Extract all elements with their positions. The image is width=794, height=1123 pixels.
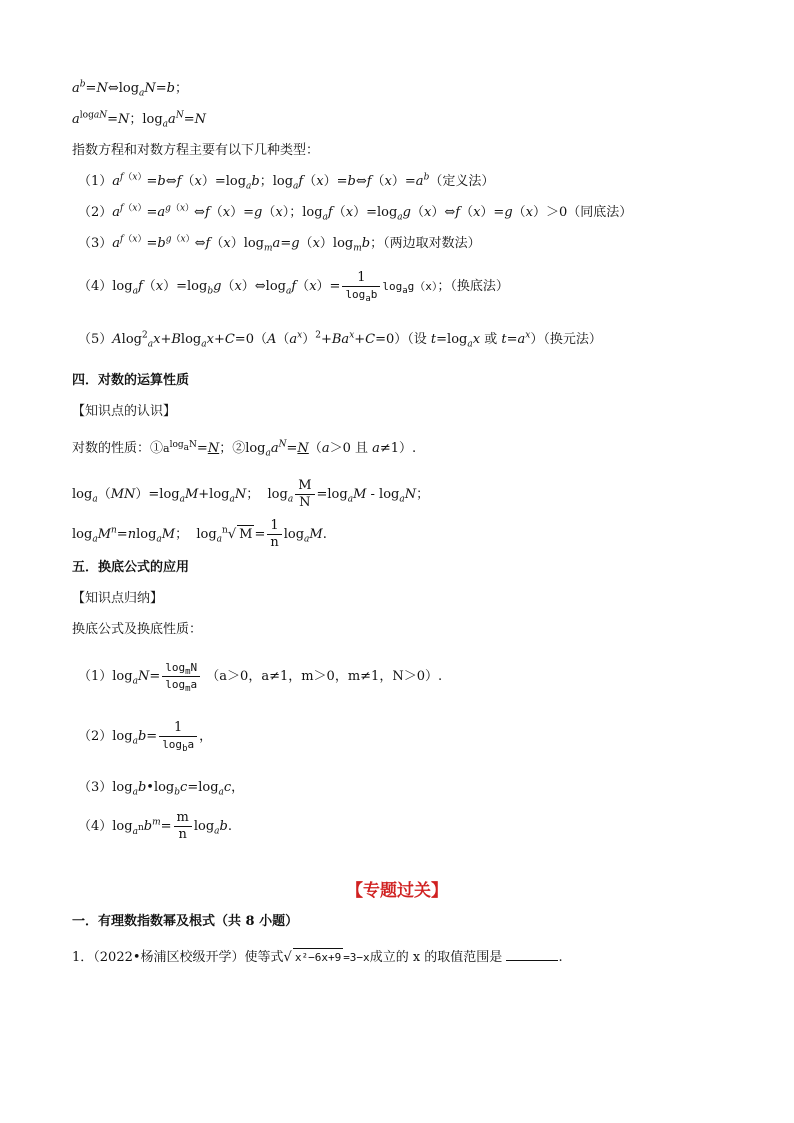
change-of-base-formula-2: $(2)\log_ab=$ $\frac{1}{\log_ba}$ ， [78,720,213,755]
change-of-base-formula-1: $(1)\log_aN=$ $\frac{\log_mN}{\log_ma}$ （a＞0，a≠1，m＞0，m≠1，N＞0）. [78,661,443,695]
fraction: $\frac{1}{\log_ab}$ [342,270,380,303]
equation-type-1: $(1)a^{f(x)}=b\Leftrightarrow f(x)=\log_ab$；$\log_af(x)=b\Leftrightarrow f(x)=a^b$（定义法） [78,172,495,192]
change-of-base-formula-4: $(4)\log_{a^n}b^m=$ $\frac{m}{n}$ $\log_ab$. [78,810,233,842]
log-rules-line-1: $\log_a(MN)=\log_aM+\log_aN$； $\log_a$ $\frac{M}{N}$ $=\log_aM - \log_aN$； [72,478,430,510]
answer-blank[interactable] [506,960,558,961]
log-properties-line: 对数的性质：$①a^{log_aN}=N$；$②\log_aa^N=N(a>0$ 且 a≠1）. [72,439,417,459]
fraction: $\frac{M}{N}$ [295,478,314,511]
log-rules-line-2: $\log_aM^n=nlog_aM$； $\log_a^n√$ M = $\frac{1}{n}$ $\log_aM$. [72,518,327,550]
change-of-base-formula-3: $(3)\log_ab•\log_bc=\log_ac$， [78,780,245,798]
equation-type-4: $(4)\log_af(x)=\log_bg(x)\Leftrightarrow\log_af(x)=$ $\frac{1}{\log_ab}$ $\log_ag(x)$；（换底法） [78,270,509,305]
equation-type-3: $(3)a^{f(x)}=b^{g(x)}\Leftrightarrow f(x)\log_ma=g(x)\log_mb$；（两边取对数法） [78,234,481,254]
equation-type-5: $(5)Alog^2_ax+Blog_ax+C=0(A(a^x)^2+Ba^x+C=0)$（设 $t=\log_ax$ 或 $t=a^x$）（换元法） [78,330,602,350]
special-topic-title: 【专题过关】 [346,881,448,901]
subsection-title: 一．有理数指数幂及根式（共 8 小题） [72,914,299,929]
fraction: $\frac{1}{\log_ba}$ [159,720,197,753]
section-4-tag: 【知识点的认识】 [72,404,177,419]
section-5-title: 五．换底公式的应用 [72,560,190,575]
fraction: $\frac{m}{n}$ [174,810,192,843]
fraction: $\frac{1}{n}$ [267,518,281,551]
section-5-tag: 【知识点归纳】 [72,591,164,606]
section-4-title: 四．对数的运算性质 [72,373,190,388]
fraction: $\frac{\log_mN}{\log_ma}$ [162,660,200,693]
equation-types-heading: 指数方程和对数方程主要有以下几种类型： [72,143,320,158]
equation-type-2: $(2)a^{f(x)}=a^{g(x)}\Leftrightarrow f(x)=g(x)$；$\log_af(x)=\log_ag(x)\Leftrightarrow f(x)=g(x)>0$（同底法） [78,203,633,223]
section-5-intro: 换底公式及换底性质： [72,622,203,637]
question-1: 1．（2022•杨浦区校级开学）使等式√ x²−6x+9 =3−x成立的 x 的取值范围是 . [72,950,563,965]
intro-line-1: $a^b=N\Leftrightarrow\log_aN=b$； [72,79,189,99]
intro-line-2: $a^{logaN}=N$；$\log_aa^N=N$ [72,110,206,130]
